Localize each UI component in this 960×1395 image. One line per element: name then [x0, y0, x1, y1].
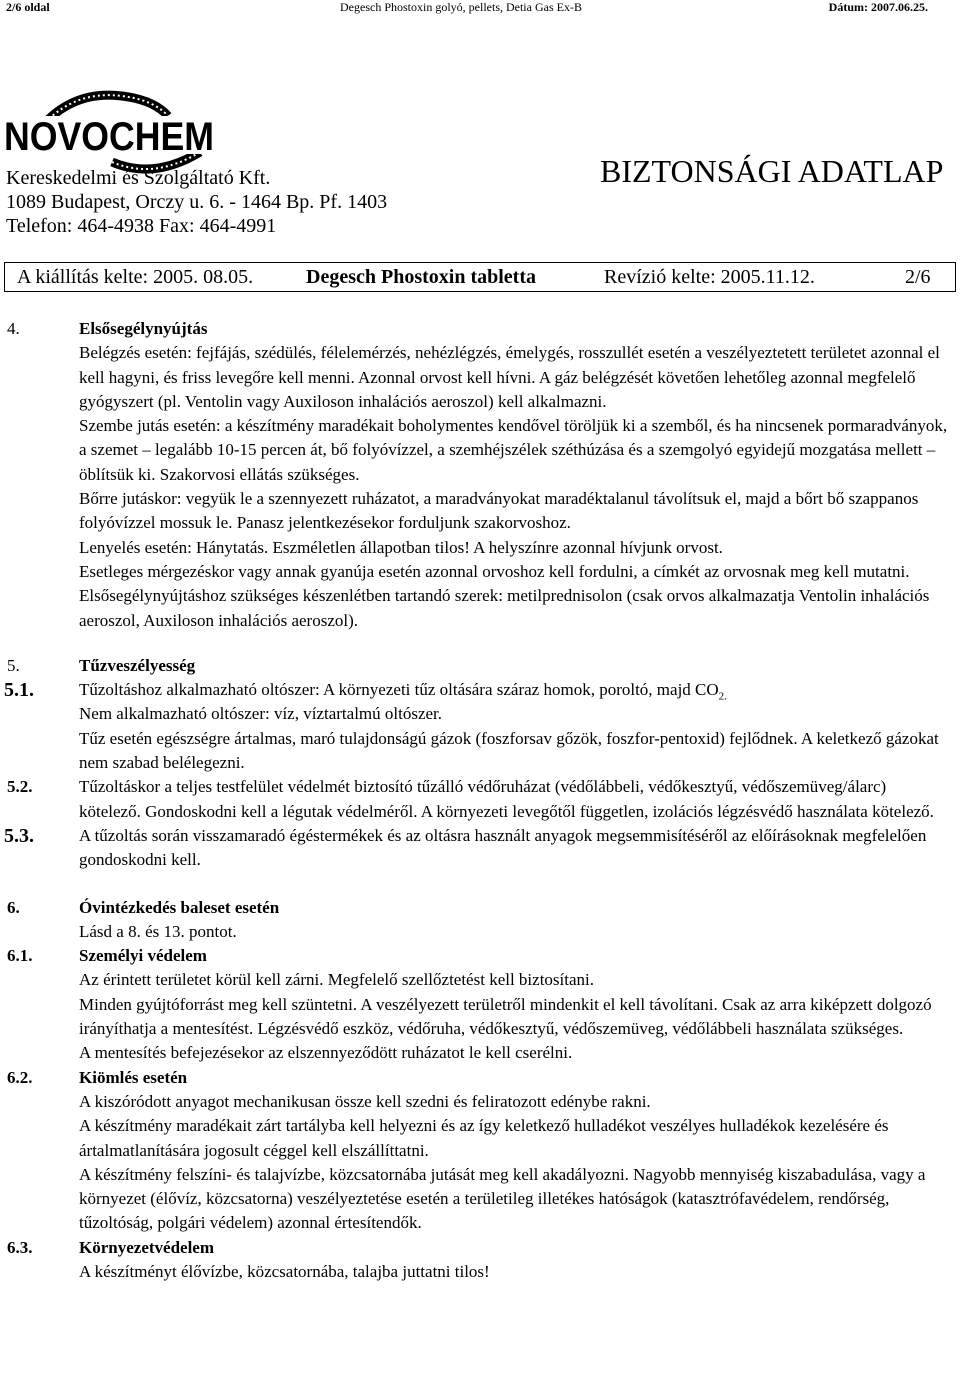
- subsection-6-2: [0, 1066, 960, 1236]
- paragraph: Nem alkalmazható oltószer: víz, víztartalmú oltószer.: [79, 704, 443, 724]
- section-6: [0, 896, 960, 945]
- subsection-6-3: [0, 1236, 960, 1285]
- paragraph: Minden gyújtóforrást meg kell szüntetni. A veszélyezett területről mindenkit el kell távolítani. Csak az arra kiképzett dolgozó irányíthatja a mentesítést. Légzésvédő eszköz, védőruha, védőkesztyű, védőszemüveg, védőlábbeli használata szükséges.: [79, 994, 932, 1039]
- paragraph: Lenyelés esetén: Hánytatás. Eszméletlen állapotban tilos! A helyszínre azonnal hívjunk orvost.: [79, 537, 723, 557]
- paragraph: Bőrre jutáskor: vegyük le a szennyezett ruházatot, a maradványokat maradéktalanul távolítsuk el, majd a bőrt bő szappanos folyóvízzel mossuk le. Panasz jelentkezésekor forduljunk szakorvoshoz.: [79, 489, 919, 533]
- document-title: BIZTONSÁGI ADATLAP: [600, 153, 944, 189]
- paragraph: Tűz esetén egészségre ártalmas, maró tulajdonságú gázok (foszforsav gőzök, foszfor-pentoxid) fejlődnek. A keletkező gázokat nem szabad belélegezni.: [79, 728, 939, 773]
- paragraph: Az érintett területet körül kell zárni. Megfelelő szellőztetést kell biztosítani.: [79, 970, 595, 990]
- subsection-5-1: [0, 678, 960, 775]
- subsection-number: 5.3.: [4, 824, 34, 847]
- paragraph: A kiszóródott anyagot mechanikusan össze kell szedni és feliratozott edénybe rakni.: [79, 1091, 651, 1111]
- page-counter: 2/6 oldal: [6, 0, 50, 14]
- issue-date: A kiállítás kelte: 2005. 08.05.: [17, 266, 254, 288]
- paragraph: Szembe jutás esetén: a készítmény maradékait boholymentes kendővel töröljük ki a szemből, és ha nincsenek pormaradványok, a szemet – legalább 10-15 percen át, bő folyóvízzel, a szemhéjszélek széthúzása és a szemgolyó egyidejű mozgatása mellett – öblítsük ki. Szakorvosi ellátás szükséges.: [79, 416, 948, 484]
- document-body: [0, 317, 960, 1284]
- subsection-heading: Környezetvédelem: [79, 1237, 214, 1257]
- paragraph: A mentesítés befejezésekor az elszennyeződött ruházatot le kell cserélni.: [79, 1043, 573, 1063]
- subsection-heading: Kiömlés esetén: [79, 1067, 188, 1087]
- section-heading: Óvintézkedés baleset esetén: [79, 897, 280, 917]
- svg-text:NOVOCHEM: NOVOCHEM: [4, 115, 214, 159]
- page-number: 2/6: [905, 266, 931, 288]
- paragraph: A készítmény maradékait zárt tartályba kell helyezni és az így keletkező hulladékot veszélyes hulladékok kezelésére és ártalmatlanítására jogosult céggel kell elszállíttatni.: [79, 1116, 889, 1160]
- revision-date: Revízió kelte: 2005.11.12.: [604, 266, 815, 288]
- subsection-number: 5.2.: [7, 777, 33, 797]
- section-heading: Elsősegélynyújtás: [79, 319, 208, 338]
- company-info: [6, 166, 387, 238]
- section-number: 4.: [7, 319, 20, 338]
- subsection-6-1: [0, 944, 960, 1065]
- document-source-title: Degesch Phostoxin golyó, pellets, Detia Gas Ex-B: [340, 0, 582, 14]
- company-phone: Telefon: 464-4938 Fax: 464-4991: [6, 215, 277, 237]
- paragraph: Esetleges mérgezéskor vagy annak gyanúja esetén azonnal orvoshoz kell fordulni, a címkét az orvosnak meg kell mutatni.: [79, 561, 910, 581]
- subsection-number: 6.1.: [7, 946, 33, 966]
- product-name: Degesch Phostoxin tabletta: [306, 266, 536, 288]
- section-number: 5.: [7, 655, 20, 675]
- subsection-5-2: [0, 775, 960, 824]
- paragraph: A tűzoltás során visszamaradó égéstermékek és az oltásra használt anyagok megsemmisítéséről az előírásoknak megfelelően gondoskodni kell.: [79, 825, 927, 870]
- section-heading: Tűzveszélyesség: [79, 655, 196, 675]
- print-date: Dátum: 2007.06.25.: [828, 0, 928, 14]
- company-address: 1089 Budapest, Orczy u. 6. - 1464 Bp. Pf. 1403: [6, 191, 388, 213]
- paragraph: Lásd a 8. és 13. pontot.: [79, 921, 237, 941]
- paragraph: A készítményt élővízbe, közcsatornába, talajba juttatni tilos!: [79, 1261, 490, 1281]
- document-meta-bar: [4, 262, 956, 292]
- subsection-number: 6.3.: [7, 1237, 33, 1257]
- paragraph: Tűzoltáskor a teljes testfelület védelmét biztosító tűzálló védőruházat (védőlábbeli, védőkesztyű, védőszemüveg/álarc) kötelező. Gondoskodni kell a légutak védelméről. A környezeti levegőtől független, izolációs légzésvédő használata kötelező.: [79, 777, 934, 821]
- company-name: Kereskedelmi és Szolgáltató Kft.: [6, 167, 271, 189]
- subsection-5-3: [0, 824, 960, 873]
- subsection-heading: Személyi védelem: [79, 946, 207, 966]
- section-number: 6.: [7, 897, 20, 917]
- paragraph: Belégzés esetén: fejfájás, szédülés, félelemérzés, nehézlégzés, émelygés, rosszullét esetén a veszélyeztetett területet azonnal el kell hagyni, és friss levegőre kell menni. Azonnal orvost kell hívni. A gáz belégzését követően lehetőleg azonnal megfelelő gyógyszert (pl. Ventolin vagy Auxiloson inhalációs aeroszol) kell alkalmazni.: [79, 343, 940, 411]
- paragraph: Tűzoltáshoz alkalmazható oltószer: A környezeti tűz oltására száraz homok, poroltó, majd $CO_{2.}$: [79, 680, 727, 703]
- subsection-number: 5.1.: [4, 679, 34, 702]
- section-5: [0, 654, 960, 678]
- subsection-number: 6.2.: [7, 1067, 33, 1087]
- page-header: [0, 0, 960, 18]
- paragraph: A készítmény felszíni- és talajvízbe, közcsatornába jutását meg kell akadályozni. Nagyobb mennyiség kiszabadulása, vagy a környezet (élővíz, közcsatorna) veszélyeztetése esetén a területileg illetékes hatóságok (katasztrófavédelem, rendőrség, tűzoltóság, polgári védelem) azonnal értesítendők.: [79, 1164, 926, 1233]
- paragraph: Elsősegélynyújtáshoz szükséges készenlétben tartandó szerek: metilprednisolon (csak orvos alkalmazatja Ventolin inhalációs aeroszol, Auxiloson inhalációs aeroszol).: [79, 586, 930, 630]
- section-4: [0, 317, 960, 633]
